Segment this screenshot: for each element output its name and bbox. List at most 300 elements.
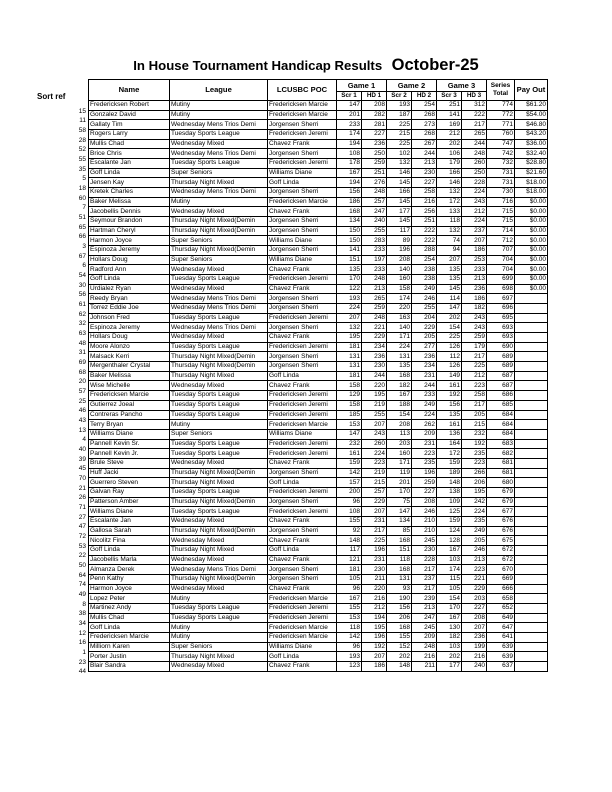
hd3-cell: 223 bbox=[462, 565, 487, 575]
name-cell: Almanza Derek bbox=[89, 565, 170, 575]
poc-header: LCUSBC POC bbox=[268, 80, 337, 101]
series-total-cell: 704 bbox=[487, 255, 515, 265]
sort-ref-cell: 6 bbox=[82, 262, 86, 270]
name-cell: Escalante Jan bbox=[89, 159, 170, 169]
scr1-cell: 168 bbox=[337, 207, 362, 217]
payout-cell bbox=[515, 449, 548, 459]
scr2-cell: 131 bbox=[387, 352, 412, 362]
series-total-cell: 677 bbox=[487, 507, 515, 517]
hd3-cell: 224 bbox=[462, 188, 487, 198]
series-total-cell: 684 bbox=[487, 429, 515, 439]
poc-cell: Fredericksen Jeremi bbox=[268, 603, 337, 613]
hd2-cell: 196 bbox=[412, 468, 437, 478]
table-row bbox=[89, 642, 548, 652]
table-row bbox=[89, 371, 548, 381]
scr1-cell: 129 bbox=[337, 391, 362, 401]
hd1-cell: 233 bbox=[362, 246, 387, 256]
scr2-cell: 220 bbox=[387, 304, 412, 314]
scr3-cell: 202 bbox=[437, 652, 462, 662]
poc-cell: Jorgensen Sherri bbox=[268, 246, 337, 256]
poc-cell: Fredericksen Jeremi bbox=[268, 449, 337, 459]
scr3-cell: 138 bbox=[437, 487, 462, 497]
sort-ref-cell: 3 bbox=[82, 242, 86, 250]
name-cell: Galvan Ray bbox=[89, 487, 170, 497]
scr3-cell: 124 bbox=[437, 526, 462, 536]
scr2-cell: 171 bbox=[387, 333, 412, 343]
sort-ref-cell: 13 bbox=[78, 426, 86, 434]
name-cell: Hollars Doug bbox=[89, 333, 170, 343]
name-cell: Rogers Larry bbox=[89, 130, 170, 140]
name-cell: Blair Sandra bbox=[89, 661, 170, 671]
table-row bbox=[89, 410, 548, 420]
hd3-cell: 242 bbox=[462, 497, 487, 507]
scr1-cell: 207 bbox=[337, 313, 362, 323]
league-cell: Tuesday Sports League bbox=[170, 603, 268, 613]
poc-cell: Fredericksen Marcie bbox=[268, 594, 337, 604]
series-total-cell: 715 bbox=[487, 207, 515, 217]
league-cell: Thursday Night Mixed bbox=[170, 478, 268, 488]
poc-cell: Chavez Frank bbox=[268, 536, 337, 546]
hd2-cell: 244 bbox=[412, 381, 437, 391]
sort-ref-cell: 51 bbox=[78, 213, 86, 221]
poc-cell: Goff Linda bbox=[268, 652, 337, 662]
payout-cell bbox=[515, 429, 548, 439]
scr2-cell: 119 bbox=[387, 468, 412, 478]
scr3-cell: 135 bbox=[437, 275, 462, 285]
hd2-cell: 273 bbox=[412, 120, 437, 130]
league-cell: Wednesday Mens Trios Demi bbox=[170, 323, 268, 333]
hd1-cell: 208 bbox=[362, 101, 387, 111]
series-total-cell: 639 bbox=[487, 642, 515, 652]
scr2-cell: 196 bbox=[387, 246, 412, 256]
hd1-cell: 229 bbox=[362, 497, 387, 507]
name-cell: Gonzalez David bbox=[89, 110, 170, 120]
name-cell: Fredericksen Marcie bbox=[89, 632, 170, 642]
league-cell: Thursday Night Mixed(Demin bbox=[170, 226, 268, 236]
poc-cell: Fredericksen Marcie bbox=[268, 632, 337, 642]
scr1-cell: 233 bbox=[337, 120, 362, 130]
scr3-cell: 118 bbox=[437, 217, 462, 227]
scr3-cell: 154 bbox=[437, 594, 462, 604]
scr2-cell: 93 bbox=[387, 584, 412, 594]
sort-ref-cell: 31 bbox=[78, 349, 86, 357]
hd1-cell: 231 bbox=[362, 516, 387, 526]
payout-cell: $46.80 bbox=[515, 120, 548, 130]
scr3-cell: 159 bbox=[437, 458, 462, 468]
sort-ref-cell: 35 bbox=[78, 165, 86, 173]
table-row bbox=[89, 265, 548, 275]
name-cell: Huff Jacki bbox=[89, 468, 170, 478]
sort-ref-cell: 21 bbox=[78, 484, 86, 492]
sort-ref-cell: 16 bbox=[78, 639, 86, 647]
hd2-cell: 255 bbox=[412, 304, 437, 314]
sort-ref-cell: 63 bbox=[78, 329, 86, 337]
table-row bbox=[89, 217, 548, 227]
name-cell: Pannell Kevin Sr. bbox=[89, 439, 170, 449]
payout-cell: $28.80 bbox=[515, 159, 548, 169]
series-total-cell: 687 bbox=[487, 381, 515, 391]
payout-cell bbox=[515, 294, 548, 304]
table-row bbox=[89, 342, 548, 352]
league-cell: Thursday Night Mixed bbox=[170, 652, 268, 662]
scr3-cell: 166 bbox=[437, 168, 462, 178]
series-total-cell: 681 bbox=[487, 458, 515, 468]
hd2-cell: 233 bbox=[412, 391, 437, 401]
hd3-cell: 221 bbox=[462, 574, 487, 584]
sort-ref-cell: 69 bbox=[78, 358, 86, 366]
sort-ref-cell: 7 bbox=[82, 204, 86, 212]
scr1-cell: 161 bbox=[337, 449, 362, 459]
payout-cell bbox=[515, 507, 548, 517]
table-row bbox=[89, 284, 548, 294]
scr2-cell: 151 bbox=[387, 545, 412, 555]
scr3-cell: 103 bbox=[437, 555, 462, 565]
hd2-cell: 210 bbox=[412, 526, 437, 536]
payout-cell bbox=[515, 468, 548, 478]
payout-cell: $0.00 bbox=[515, 255, 548, 265]
hd2-cell: 254 bbox=[412, 255, 437, 265]
payout-cell bbox=[515, 478, 548, 488]
sort-ref-cell: 62 bbox=[78, 310, 86, 318]
hd1-cell: 213 bbox=[362, 284, 387, 294]
scr2-cell: 117 bbox=[387, 226, 412, 236]
name-cell: Jensen Kay bbox=[89, 178, 170, 188]
scr1-cell: 131 bbox=[337, 362, 362, 372]
table-row bbox=[89, 236, 548, 246]
table-row bbox=[89, 497, 548, 507]
name-cell: Espinoza Jeremy bbox=[89, 246, 170, 256]
scr3-cell: 105 bbox=[437, 584, 462, 594]
scr1-cell: 181 bbox=[337, 342, 362, 352]
name-cell: Fredericksen Robert bbox=[89, 101, 170, 111]
report-title: In House Tournament Handicap Results bbox=[133, 58, 383, 73]
scr2-cell: 132 bbox=[387, 159, 412, 169]
name-cell: Hartman Cheryl bbox=[89, 226, 170, 236]
table-row bbox=[89, 516, 548, 526]
series-total-cell: 699 bbox=[487, 275, 515, 285]
scr2-cell: 225 bbox=[387, 139, 412, 149]
table-row bbox=[89, 555, 548, 565]
table-row bbox=[89, 352, 548, 362]
scr1-cell: 153 bbox=[337, 420, 362, 430]
hd1-cell: 217 bbox=[362, 526, 387, 536]
name-cell: Brule Steve bbox=[89, 458, 170, 468]
hd2-header: HD 2 bbox=[412, 92, 437, 101]
series-total-cell: 714 bbox=[487, 226, 515, 236]
scr1-cell: 117 bbox=[337, 545, 362, 555]
sort-ref-cell: 30 bbox=[78, 281, 86, 289]
scr3-cell: 133 bbox=[437, 207, 462, 217]
hd1-cell: 186 bbox=[362, 661, 387, 671]
scr2-cell: 193 bbox=[387, 101, 412, 111]
scr1-cell: 92 bbox=[337, 526, 362, 536]
scr1-cell: 195 bbox=[337, 333, 362, 343]
sort-ref-cell: 25 bbox=[78, 397, 86, 405]
scr1-cell: 147 bbox=[337, 429, 362, 439]
report-title-block bbox=[0, 56, 612, 75]
series-total-cell: 679 bbox=[487, 497, 515, 507]
series-total-cell: 670 bbox=[487, 565, 515, 575]
league-cell: Thursday Night Mixed(Demin bbox=[170, 362, 268, 372]
sort-ref-cell: 68 bbox=[78, 368, 86, 376]
series-total-cell: 731 bbox=[487, 178, 515, 188]
scr2-cell: 140 bbox=[387, 265, 412, 275]
league-cell: Tuesday Sports League bbox=[170, 159, 268, 169]
hd3-cell: 235 bbox=[462, 516, 487, 526]
scr1-cell: 186 bbox=[337, 197, 362, 207]
scr3-cell: 128 bbox=[437, 536, 462, 546]
scr3-cell: 141 bbox=[437, 110, 462, 120]
scr3-cell: 167 bbox=[437, 613, 462, 623]
payout-cell bbox=[515, 342, 548, 352]
payout-cell: $18.00 bbox=[515, 178, 548, 188]
sort-ref-cell: 53 bbox=[78, 542, 86, 550]
hd3-cell: 186 bbox=[462, 294, 487, 304]
sort-ref-cell: 60 bbox=[78, 194, 86, 202]
scr1-cell: 123 bbox=[337, 661, 362, 671]
hd2-cell: 216 bbox=[412, 197, 437, 207]
table-row bbox=[89, 507, 548, 517]
hd2-cell: 251 bbox=[412, 217, 437, 227]
hd2-cell: 213 bbox=[412, 603, 437, 613]
poc-cell: Jorgensen Sherri bbox=[268, 304, 337, 314]
payout-cell bbox=[515, 555, 548, 565]
scr1-cell: 96 bbox=[337, 642, 362, 652]
hd1-cell: 219 bbox=[362, 400, 387, 410]
scr1-cell: 156 bbox=[337, 188, 362, 198]
sort-ref-cell: 71 bbox=[78, 504, 86, 512]
league-cell: Thursday Night Mixed(Demin bbox=[170, 574, 268, 584]
scr2-cell: 89 bbox=[387, 236, 412, 246]
name-header: Name bbox=[89, 80, 170, 101]
league-cell: Thursday Night Mixed(Demin bbox=[170, 497, 268, 507]
scr1-cell: 150 bbox=[337, 236, 362, 246]
series-total-cell: 687 bbox=[487, 371, 515, 381]
table-row bbox=[89, 188, 548, 198]
hd3-cell: 246 bbox=[462, 545, 487, 555]
series-total-cell: 747 bbox=[487, 139, 515, 149]
sort-ref-cell: 8 bbox=[82, 600, 86, 608]
scr3-cell: 225 bbox=[437, 333, 462, 343]
series-total-cell: 693 bbox=[487, 333, 515, 343]
scr1-cell: 148 bbox=[337, 536, 362, 546]
payout-cell bbox=[515, 439, 548, 449]
name-cell: Jacobellis Dennis bbox=[89, 207, 170, 217]
payout-cell bbox=[515, 603, 548, 613]
sort-ref-cell: 23 bbox=[78, 658, 86, 666]
name-cell: Harmon Joyce bbox=[89, 236, 170, 246]
poc-cell: Jorgensen Sherri bbox=[268, 323, 337, 333]
hd2-cell: 268 bbox=[412, 130, 437, 140]
sort-ref-cell: 72 bbox=[78, 533, 86, 541]
table-row bbox=[89, 545, 548, 555]
hd1-cell: 248 bbox=[362, 275, 387, 285]
table-row bbox=[89, 139, 548, 149]
poc-cell: Fredericksen Jeremi bbox=[268, 613, 337, 623]
scr1-cell: 121 bbox=[337, 555, 362, 565]
scr2-cell: 201 bbox=[387, 478, 412, 488]
sort-ref-cell: 65 bbox=[78, 223, 86, 231]
hd3-cell: 217 bbox=[462, 120, 487, 130]
scr2-cell: 131 bbox=[387, 574, 412, 584]
poc-cell: Fredericksen Jeremi bbox=[268, 342, 337, 352]
league-cell: Wednesday Mens Trios Demi bbox=[170, 120, 268, 130]
table-row bbox=[89, 487, 548, 497]
payout-cell bbox=[515, 497, 548, 507]
name-cell: Porter Justin bbox=[89, 652, 170, 662]
poc-cell: Fredericksen Jeremi bbox=[268, 159, 337, 169]
scr3-cell: 189 bbox=[437, 468, 462, 478]
name-cell: Gutierrez Joeal bbox=[89, 400, 170, 410]
scr2-cell: 224 bbox=[387, 342, 412, 352]
poc-cell: Chavez Frank bbox=[268, 207, 337, 217]
table-row bbox=[89, 623, 548, 633]
hd3-cell: 225 bbox=[462, 362, 487, 372]
poc-cell: Jorgensen Sherri bbox=[268, 468, 337, 478]
hd1-cell: 215 bbox=[362, 478, 387, 488]
sort-ref-cell: 11 bbox=[79, 117, 86, 125]
scr2-cell: 160 bbox=[387, 449, 412, 459]
scr1-cell: 151 bbox=[337, 255, 362, 265]
name-cell: Torrez Eddie Joe bbox=[89, 304, 170, 314]
scr3-cell: 136 bbox=[437, 429, 462, 439]
hd2-cell: 209 bbox=[412, 429, 437, 439]
scr3-cell: 103 bbox=[437, 642, 462, 652]
hd1-cell: 195 bbox=[362, 623, 387, 633]
hd1-cell: 257 bbox=[362, 487, 387, 497]
sort-ref-cell: 15 bbox=[78, 107, 86, 115]
hd3-cell: 203 bbox=[462, 594, 487, 604]
hd3-cell: 260 bbox=[462, 159, 487, 169]
league-cell: Wednesday Mixed bbox=[170, 139, 268, 149]
scr3-cell: 156 bbox=[437, 400, 462, 410]
payout-cell bbox=[515, 458, 548, 468]
scr1-cell: 118 bbox=[337, 623, 362, 633]
series-total-cell: 676 bbox=[487, 516, 515, 526]
league-cell: Wednesday Mens Trios Demi bbox=[170, 294, 268, 304]
name-cell: Harmon Joyce bbox=[89, 584, 170, 594]
hd1-cell: 248 bbox=[362, 313, 387, 323]
hd2-cell: 210 bbox=[412, 516, 437, 526]
poc-cell: Williams Diane bbox=[268, 642, 337, 652]
hd3-header: HD 3 bbox=[462, 92, 487, 101]
league-cell: Wednesday Mixed bbox=[170, 265, 268, 275]
payout-cell bbox=[515, 313, 548, 323]
scr3-cell: 161 bbox=[437, 381, 462, 391]
payout-cell: $54.00 bbox=[515, 110, 548, 120]
sort-ref-header: Sort ref bbox=[37, 92, 66, 101]
hd3-cell: 207 bbox=[462, 236, 487, 246]
scr3-cell: 182 bbox=[437, 632, 462, 642]
payout-header: Pay Out bbox=[515, 80, 548, 101]
scr1-cell: 150 bbox=[337, 226, 362, 236]
scr1-cell: 159 bbox=[337, 458, 362, 468]
sort-ref-cell: 20 bbox=[78, 378, 86, 386]
scr2-cell: 215 bbox=[387, 130, 412, 140]
hd2-cell: 259 bbox=[412, 478, 437, 488]
scr1-cell: 167 bbox=[337, 594, 362, 604]
poc-cell: Fredericksen Marcie bbox=[268, 101, 337, 111]
hd2-cell: 245 bbox=[412, 536, 437, 546]
poc-cell: Chavez Frank bbox=[268, 284, 337, 294]
payout-cell: $0.00 bbox=[515, 217, 548, 227]
league-cell: Super Seniors bbox=[170, 429, 268, 439]
sort-ref-cell: 47 bbox=[78, 523, 86, 531]
payout-cell: $0.00 bbox=[515, 226, 548, 236]
name-cell: Milliorn Karen bbox=[89, 642, 170, 652]
name-cell: Contreras Pancho bbox=[89, 410, 170, 420]
hd3-cell: 215 bbox=[462, 420, 487, 430]
scr2-cell: 168 bbox=[387, 371, 412, 381]
hd2-cell: 238 bbox=[412, 275, 437, 285]
name-cell: Fredericksen Marcie bbox=[89, 391, 170, 401]
league-cell: Thursday Night Mixed(Demin bbox=[170, 246, 268, 256]
league-cell: Thursday Night Mixed(Demin bbox=[170, 352, 268, 362]
table-row bbox=[89, 101, 548, 111]
scr2-cell: 170 bbox=[387, 487, 412, 497]
league-cell: Mutiny bbox=[170, 632, 268, 642]
hd2-cell: 213 bbox=[412, 159, 437, 169]
table-row bbox=[89, 536, 548, 546]
hd3-cell: 249 bbox=[462, 526, 487, 536]
scr1-cell: 105 bbox=[337, 574, 362, 584]
hd2-cell: 223 bbox=[412, 449, 437, 459]
scr3-cell: 130 bbox=[437, 623, 462, 633]
series-total-cell: 647 bbox=[487, 623, 515, 633]
hd1-cell: 219 bbox=[362, 468, 387, 478]
payout-cell: $0.00 bbox=[515, 207, 548, 217]
poc-cell: Fredericksen Jeremi bbox=[268, 507, 337, 517]
series-total-header: Series Total bbox=[487, 80, 515, 101]
hd1-cell: 244 bbox=[362, 371, 387, 381]
hd2-cell: 224 bbox=[412, 410, 437, 420]
scr2-cell: 135 bbox=[387, 362, 412, 372]
scr2-cell: 206 bbox=[387, 613, 412, 623]
table-row bbox=[89, 439, 548, 449]
series-total-cell: 669 bbox=[487, 574, 515, 584]
hd2-cell: 211 bbox=[412, 661, 437, 671]
payout-cell: $18.00 bbox=[515, 188, 548, 198]
name-cell: Goff Linda bbox=[89, 545, 170, 555]
scr2-cell: 75 bbox=[387, 497, 412, 507]
league-cell: Super Seniors bbox=[170, 236, 268, 246]
name-cell: Wise Michelle bbox=[89, 381, 170, 391]
league-cell: Tuesday Sports League bbox=[170, 487, 268, 497]
hd3-cell: 236 bbox=[462, 632, 487, 642]
report-month: October-25 bbox=[391, 56, 479, 74]
table-row bbox=[89, 275, 548, 285]
scr3-header: Scr 3 bbox=[437, 92, 462, 101]
series-total-cell: 716 bbox=[487, 197, 515, 207]
scr2-cell: 158 bbox=[387, 284, 412, 294]
series-total-cell: 681 bbox=[487, 468, 515, 478]
scr3-cell: 126 bbox=[437, 362, 462, 372]
scr2-cell: 145 bbox=[387, 217, 412, 227]
league-cell: Tuesday Sports League bbox=[170, 439, 268, 449]
poc-cell: Jorgensen Sherri bbox=[268, 565, 337, 575]
payout-cell bbox=[515, 391, 548, 401]
payout-cell bbox=[515, 594, 548, 604]
series-total-cell: 675 bbox=[487, 536, 515, 546]
payout-cell bbox=[515, 545, 548, 555]
hd1-cell: 221 bbox=[362, 323, 387, 333]
scr3-cell: 172 bbox=[437, 197, 462, 207]
hd2-cell: 231 bbox=[412, 371, 437, 381]
scr2-cell: 118 bbox=[387, 555, 412, 565]
scr3-cell: 94 bbox=[437, 246, 462, 256]
scr1-cell: 194 bbox=[337, 139, 362, 149]
hd1-cell: 207 bbox=[362, 420, 387, 430]
